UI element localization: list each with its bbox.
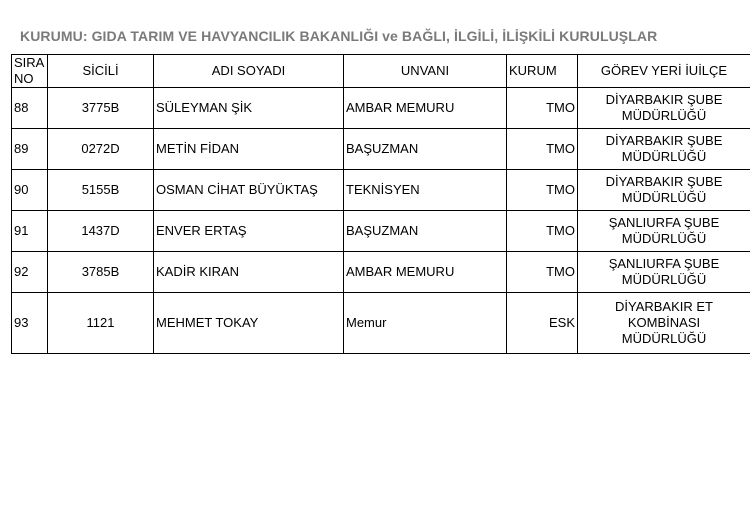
cell-kurum: TMO [507, 88, 578, 129]
cell-adi-soyadi: SÜLEYMAN ŞİK [154, 88, 344, 129]
cell-gorev-yeri [578, 88, 750, 129]
cell-sicil: 1121 [48, 293, 154, 354]
cell-kurum: ESK [507, 293, 578, 354]
column-header-sira-no [12, 55, 48, 88]
gorev-line2: MÜDÜRLÜĞÜ [621, 331, 707, 346]
column-header-gorev-yeri: GÖREV YERİ İUİLÇE [578, 55, 750, 88]
cell-sicil: 3785B [48, 252, 154, 293]
table-header-row [12, 55, 750, 88]
table-row [12, 170, 750, 211]
cell-sira-no: 90 [12, 170, 48, 211]
cell-sicil: 1437D [48, 211, 154, 252]
table-row [12, 88, 750, 129]
cell-unvani: AMBAR MEMURU [344, 88, 507, 129]
cell-gorev-yeri [578, 170, 750, 211]
gorev-line1: ŞANLIURFA ŞUBE [608, 215, 720, 230]
cell-unvani: TEKNİSYEN [344, 170, 507, 211]
cell-kurum: TMO [507, 170, 578, 211]
gorev-line1: DİYARBAKIR ŞUBE [605, 92, 723, 107]
column-header-kurum: KURUM [507, 55, 578, 88]
cell-gorev-yeri [578, 252, 750, 293]
cell-adi-soyadi: MEHMET TOKAY [154, 293, 344, 354]
cell-unvani: BAŞUZMAN [344, 129, 507, 170]
cell-kurum: TMO [507, 129, 578, 170]
gorev-line1: DİYARBAKIR ŞUBE [605, 174, 723, 189]
cell-unvani: AMBAR MEMURU [344, 252, 507, 293]
cell-sira-no: 91 [12, 211, 48, 252]
page-heading: KURUMU: GIDA TARIM VE HAVYANCILIK BAKANLIĞI ve BAĞLI, İLGİLİ, İLİŞKİLİ KURULUŞLAR [20, 28, 658, 44]
table-row [12, 211, 750, 252]
cell-adi-soyadi: METİN FİDAN [154, 129, 344, 170]
gorev-line1: DİYARBAKIR ET KOMBİNASI [614, 299, 713, 330]
cell-sira-no: 92 [12, 252, 48, 293]
table-row [12, 252, 750, 293]
cell-sicil: 5155B [48, 170, 154, 211]
personnel-table [11, 54, 750, 354]
column-header-sicil: SİCİLİ [48, 55, 154, 88]
cell-gorev-yeri [578, 293, 750, 354]
table-row [12, 129, 750, 170]
cell-kurum: TMO [507, 252, 578, 293]
column-header-sira-line1: SIRA [14, 55, 45, 70]
column-header-adi-soyadi: ADI SOYADI [154, 55, 344, 88]
cell-sicil: 3775B [48, 88, 154, 129]
cell-sicil: 0272D [48, 129, 154, 170]
gorev-line2: MÜDÜRLÜĞÜ [621, 108, 707, 123]
table-row [12, 293, 750, 354]
gorev-line1: ŞANLIURFA ŞUBE [608, 256, 720, 271]
column-header-unvani: UNVANI [344, 55, 507, 88]
cell-unvani: BAŞUZMAN [344, 211, 507, 252]
cell-adi-soyadi: ENVER ERTAŞ [154, 211, 344, 252]
gorev-line1: DİYARBAKIR ŞUBE [605, 133, 723, 148]
cell-sira-no: 93 [12, 293, 48, 354]
gorev-line2: MÜDÜRLÜĞÜ [621, 231, 707, 246]
cell-adi-soyadi: OSMAN CİHAT BÜYÜKTAŞ [154, 170, 344, 211]
cell-adi-soyadi: KADİR KIRAN [154, 252, 344, 293]
gorev-line2: MÜDÜRLÜĞÜ [621, 272, 707, 287]
cell-sira-no: 89 [12, 129, 48, 170]
cell-gorev-yeri [578, 129, 750, 170]
cell-gorev-yeri [578, 211, 750, 252]
cell-kurum: TMO [507, 211, 578, 252]
gorev-line2: MÜDÜRLÜĞÜ [621, 149, 707, 164]
gorev-line2: MÜDÜRLÜĞÜ [621, 190, 707, 205]
cell-unvani: Memur [344, 293, 507, 354]
cell-sira-no: 88 [12, 88, 48, 129]
column-header-sira-line2: NO [14, 71, 34, 86]
